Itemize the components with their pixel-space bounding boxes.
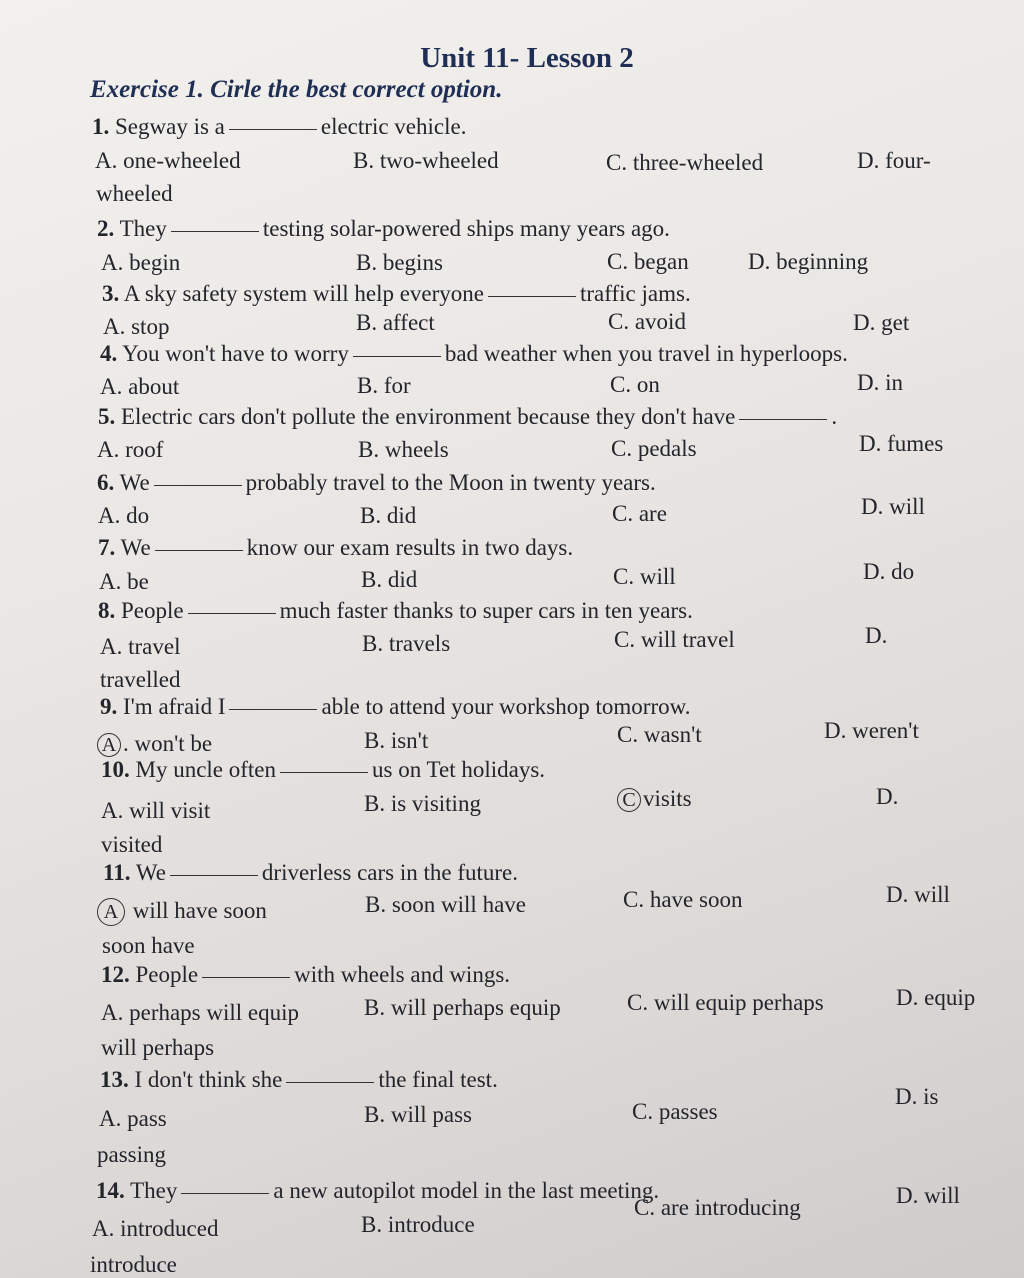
question-5: 5. Electric cars don't pollute the environment because they don't have . xyxy=(98,404,838,429)
q11-option-d[interactable]: D. will xyxy=(886,882,950,907)
q14-option-a[interactable]: A. introduced xyxy=(92,1216,219,1241)
q3-option-d[interactable]: D. get xyxy=(853,310,910,335)
question-2: 2. They testing solar-powered ships many years ago. xyxy=(97,216,670,241)
q7-option-a[interactable]: A. be xyxy=(99,569,149,594)
q7-option-d[interactable]: D. do xyxy=(863,559,915,584)
q9-option-c[interactable]: C. wasn't xyxy=(617,722,702,747)
q14-option-d-wrap: introduce xyxy=(90,1252,177,1277)
q7-option-c[interactable]: C. will xyxy=(613,564,676,589)
q12-option-d-wrap: will perhaps xyxy=(101,1035,215,1060)
q1-option-b[interactable]: B. two-wheeled xyxy=(353,148,499,173)
q2-option-b[interactable]: B. begins xyxy=(356,250,443,275)
question-10: 10. My uncle often us on Tet holidays. xyxy=(101,757,546,782)
q11-option-b[interactable]: B. soon will have xyxy=(365,892,526,917)
q10-option-c[interactable]: C visits xyxy=(617,786,692,812)
q8-option-b[interactable]: B. travels xyxy=(362,631,451,656)
q9-option-d[interactable]: D. weren't xyxy=(824,718,919,743)
q12-option-b[interactable]: B. will perhaps equip xyxy=(364,995,561,1020)
page-title: Unit 11- Lesson 2 xyxy=(420,42,634,74)
q13-option-c[interactable]: C. passes xyxy=(632,1099,718,1124)
q5-option-c[interactable]: C. pedals xyxy=(611,436,697,461)
answer-circle: A xyxy=(97,898,125,926)
q2-option-a[interactable]: A. begin xyxy=(101,250,181,275)
q14-option-b[interactable]: B. introduce xyxy=(361,1212,475,1237)
q4-option-b[interactable]: B. for xyxy=(357,373,411,398)
exercise-heading: Exercise 1. Cirle the best correct option. xyxy=(90,76,503,103)
question-6: 6. We probably travel to the Moon in twenty years. xyxy=(97,470,656,495)
question-11: 11. We driverless cars in the future. xyxy=(103,860,519,885)
q8-option-a[interactable]: A. travel xyxy=(100,634,181,659)
q5-option-b[interactable]: B. wheels xyxy=(358,437,449,462)
q13-option-b[interactable]: B. will pass xyxy=(364,1102,472,1127)
q10-option-b[interactable]: B. is visiting xyxy=(364,791,481,816)
q13-option-a[interactable]: A. pass xyxy=(99,1106,167,1131)
q12-option-d[interactable]: D. equip xyxy=(896,985,976,1010)
q14-option-d[interactable]: D. will xyxy=(896,1183,960,1208)
q10-option-d-wrap: visited xyxy=(101,832,163,857)
question-1: 1. Segway is a electric vehicle. xyxy=(92,114,467,139)
q4-option-d[interactable]: D. in xyxy=(857,370,903,395)
q11-option-c[interactable]: C. have soon xyxy=(623,887,743,912)
q3-option-b[interactable]: B. affect xyxy=(356,310,435,335)
q6-option-c[interactable]: C. are xyxy=(612,501,667,526)
answer-circle: C xyxy=(617,788,641,812)
q13-option-d-wrap: passing xyxy=(97,1142,166,1167)
q3-option-c[interactable]: C. avoid xyxy=(608,309,686,334)
q9-option-a[interactable]: A . won't be xyxy=(97,731,212,757)
q10-option-a[interactable]: A. will visit xyxy=(101,798,211,823)
q7-option-b[interactable]: B. did xyxy=(361,567,418,592)
q1-option-c[interactable]: C. three-wheeled xyxy=(606,150,764,175)
q14-option-c[interactable]: C. are introducing xyxy=(634,1195,801,1220)
q5-option-d[interactable]: D. fumes xyxy=(859,431,944,456)
question-4: 4. You won't have to worry bad weather when you travel in hyperloops. xyxy=(100,341,848,366)
q1-option-d[interactable]: D. four- xyxy=(857,148,931,173)
q1-option-d-wrap: wheeled xyxy=(96,181,173,206)
q12-option-c[interactable]: C. will equip perhaps xyxy=(627,990,824,1015)
q8-option-c[interactable]: C. will travel xyxy=(614,627,735,652)
question-13: 13. I don't think she the final test. xyxy=(100,1067,498,1092)
q10-option-d[interactable]: D. xyxy=(876,784,899,809)
q12-option-a[interactable]: A. perhaps will equip xyxy=(101,1000,300,1025)
question-12: 12. People with wheels and wings. xyxy=(101,962,511,987)
q2-option-c[interactable]: C. began xyxy=(607,249,689,274)
q6-option-a[interactable]: A. do xyxy=(98,503,150,528)
question-14: 14. They a new autopilot model in the last meeting. xyxy=(96,1178,660,1203)
q11-option-a[interactable]: A will have soon xyxy=(97,898,267,926)
q6-option-b[interactable]: B. did xyxy=(360,503,417,528)
q8-option-d-wrap: travelled xyxy=(100,667,181,692)
q13-option-d[interactable]: D. is xyxy=(895,1084,939,1109)
q9-option-b[interactable]: B. isn't xyxy=(364,728,429,753)
question-9: 9. I'm afraid I able to attend your workshop tomorrow. xyxy=(100,694,691,719)
q5-option-a[interactable]: A. roof xyxy=(97,437,164,462)
q6-option-d[interactable]: D. will xyxy=(861,494,925,519)
q11-option-d-wrap: soon have xyxy=(102,933,195,958)
q3-option-a[interactable]: A. stop xyxy=(103,314,170,339)
q2-option-d[interactable]: D. beginning xyxy=(748,249,869,274)
question-8: 8. People much faster thanks to super cars in ten years. xyxy=(98,598,693,623)
q8-option-d[interactable]: D. xyxy=(865,623,888,648)
question-7: 7. We know our exam results in two days. xyxy=(98,535,574,560)
question-3: 3. A sky safety system will help everyone traffic jams. xyxy=(102,281,691,306)
q4-option-a[interactable]: A. about xyxy=(100,374,180,399)
q4-option-c[interactable]: C. on xyxy=(610,372,660,397)
answer-circle: A xyxy=(97,733,121,757)
q1-option-a[interactable]: A. one-wheeled xyxy=(95,148,241,173)
